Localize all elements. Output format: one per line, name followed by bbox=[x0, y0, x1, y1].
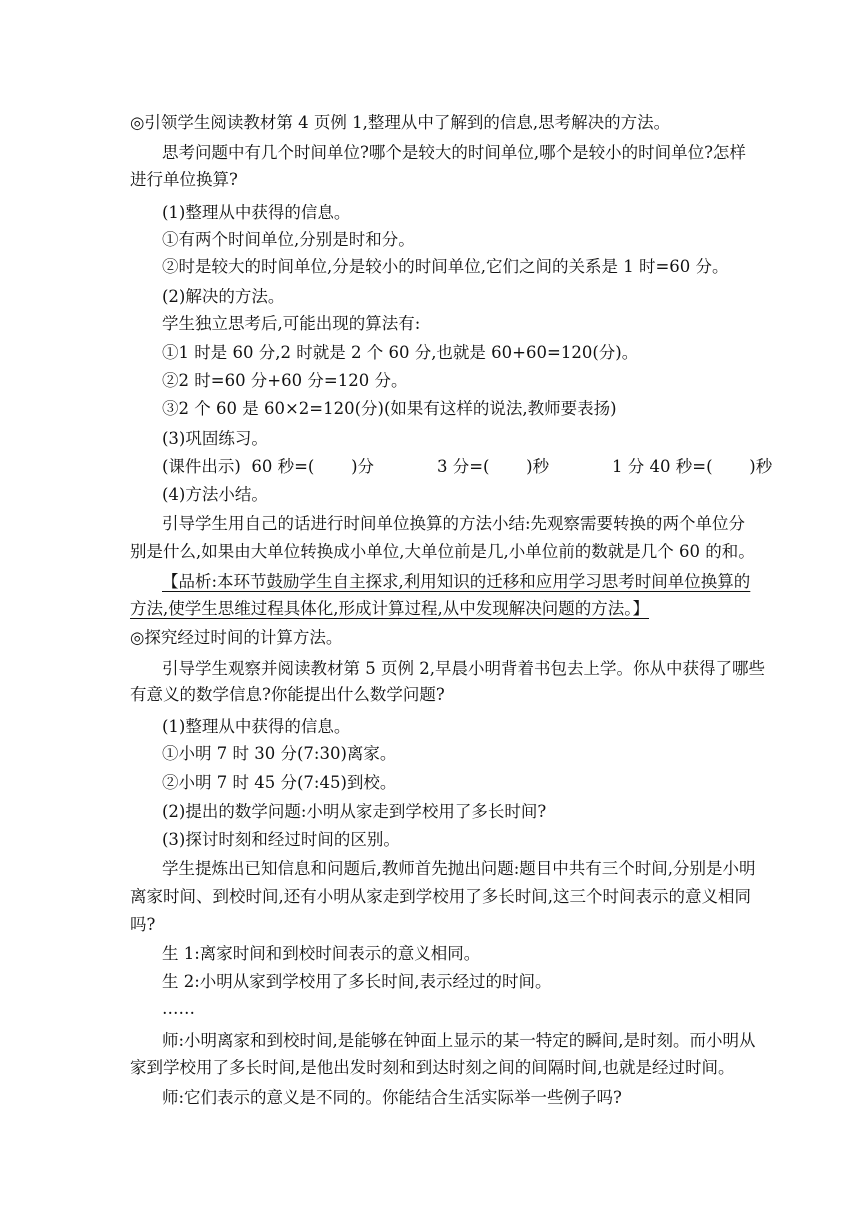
section-heading: ◎探究经过时间的计算方法。 bbox=[130, 628, 343, 647]
paragraph-line: 离家时间、到校时间,还有小明从家走到学校用了多长时间,这三个时间表示的意义相同 bbox=[130, 887, 751, 906]
list-item: ①有两个时间单位,分别是时和分。 bbox=[162, 230, 415, 249]
paragraph-line: 别是什么,如果由大单位转换成小单位,大单位前是几,小单位前的数就是几个 60 的和。 bbox=[130, 542, 755, 561]
list-heading: (2)解决的方法。 bbox=[162, 287, 285, 306]
list-heading: (3)巩固练习。 bbox=[162, 429, 268, 448]
dialogue-line: 生 2:小明从家到学校用了多长时间,表示经过的时间。 bbox=[162, 972, 552, 991]
list-item: ①1 时是 60 分,2 时就是 2 个 60 分,也就是 60+60=120(分)。 bbox=[162, 343, 639, 362]
paragraph-line: 有意义的数学信息?你能提出什么数学问题? bbox=[130, 685, 445, 704]
list-item: ③2 个 60 是 60×2=120(分)(如果有这样的说法,教师要表扬) bbox=[162, 399, 617, 418]
analysis-note: 方法,使学生思维过程具体化,形成计算过程,从中发现解决问题的方法。】 bbox=[130, 599, 649, 618]
list-heading: (4)方法小结。 bbox=[162, 485, 268, 504]
dialogue-line: 生 1:离家时间和到校时间表示的意义相同。 bbox=[162, 944, 481, 963]
dialogue-line: 师:它们表示的意义是不同的。你能结合生活实际举一些例子吗? bbox=[162, 1088, 622, 1107]
paragraph-line: 引导学生用自己的话进行时间单位换算的方法小结:先观察需要转换的两个单位分 bbox=[162, 514, 746, 533]
list-heading: (2)提出的数学问题:小明从家走到学校用了多长时间? bbox=[162, 802, 547, 821]
paragraph-line: 学生提炼出已知信息和问题后,教师首先抛出问题:题目中共有三个时间,分别是小明 bbox=[162, 859, 756, 878]
list-item: ②小明 7 时 45 分(7:45)到校。 bbox=[162, 773, 397, 792]
list-item: ②2 时=60 分+60 分=120 分。 bbox=[162, 371, 408, 390]
paragraph-line: 学生独立思考后,可能出现的算法有: bbox=[162, 314, 421, 333]
ellipsis: …… bbox=[162, 999, 195, 1018]
exercise-line: (课件出示) 60 秒=( )分 3 分=( )秒 1 分 40 秒=( )秒 bbox=[162, 457, 773, 476]
list-item: ②时是较大的时间单位,分是较小的时间单位,它们之间的关系是 1 时=60 分。 bbox=[162, 257, 729, 276]
paragraph-line: 吗? bbox=[130, 915, 156, 934]
analysis-note: 【品析:本环节鼓励学生自主探求,利用知识的迁移和应用学习思考时间单位换算的 bbox=[162, 572, 751, 591]
paragraph-line: 思考问题中有几个时间单位?哪个是较大的时间单位,哪个是较小的时间单位?怎样 bbox=[162, 143, 746, 162]
list-item: ①小明 7 时 30 分(7:30)离家。 bbox=[162, 744, 397, 763]
list-heading: (3)探讨时刻和经过时间的区别。 bbox=[162, 830, 400, 849]
paragraph-line: 进行单位换算? bbox=[130, 170, 238, 189]
list-heading: (1)整理从中获得的信息。 bbox=[162, 203, 351, 222]
list-heading: (1)整理从中获得的信息。 bbox=[162, 717, 351, 736]
dialogue-line: 家到学校用了多长时间,是他出发时刻和到达时刻之间的间隔时间,也就是经过时间。 bbox=[130, 1058, 735, 1077]
paragraph-line: 引导学生观察并阅读教材第 5 页例 2,早晨小明背着书包去上学。你从中获得了哪些 bbox=[162, 659, 765, 678]
section-heading: ◎引领学生阅读教材第 4 页例 1,整理从中了解到的信息,思考解决的方法。 bbox=[130, 113, 671, 132]
dialogue-line: 师:小明离家和到校时间,是能够在钟面上显示的某一特定的瞬间,是时刻。而小明从 bbox=[162, 1031, 756, 1050]
